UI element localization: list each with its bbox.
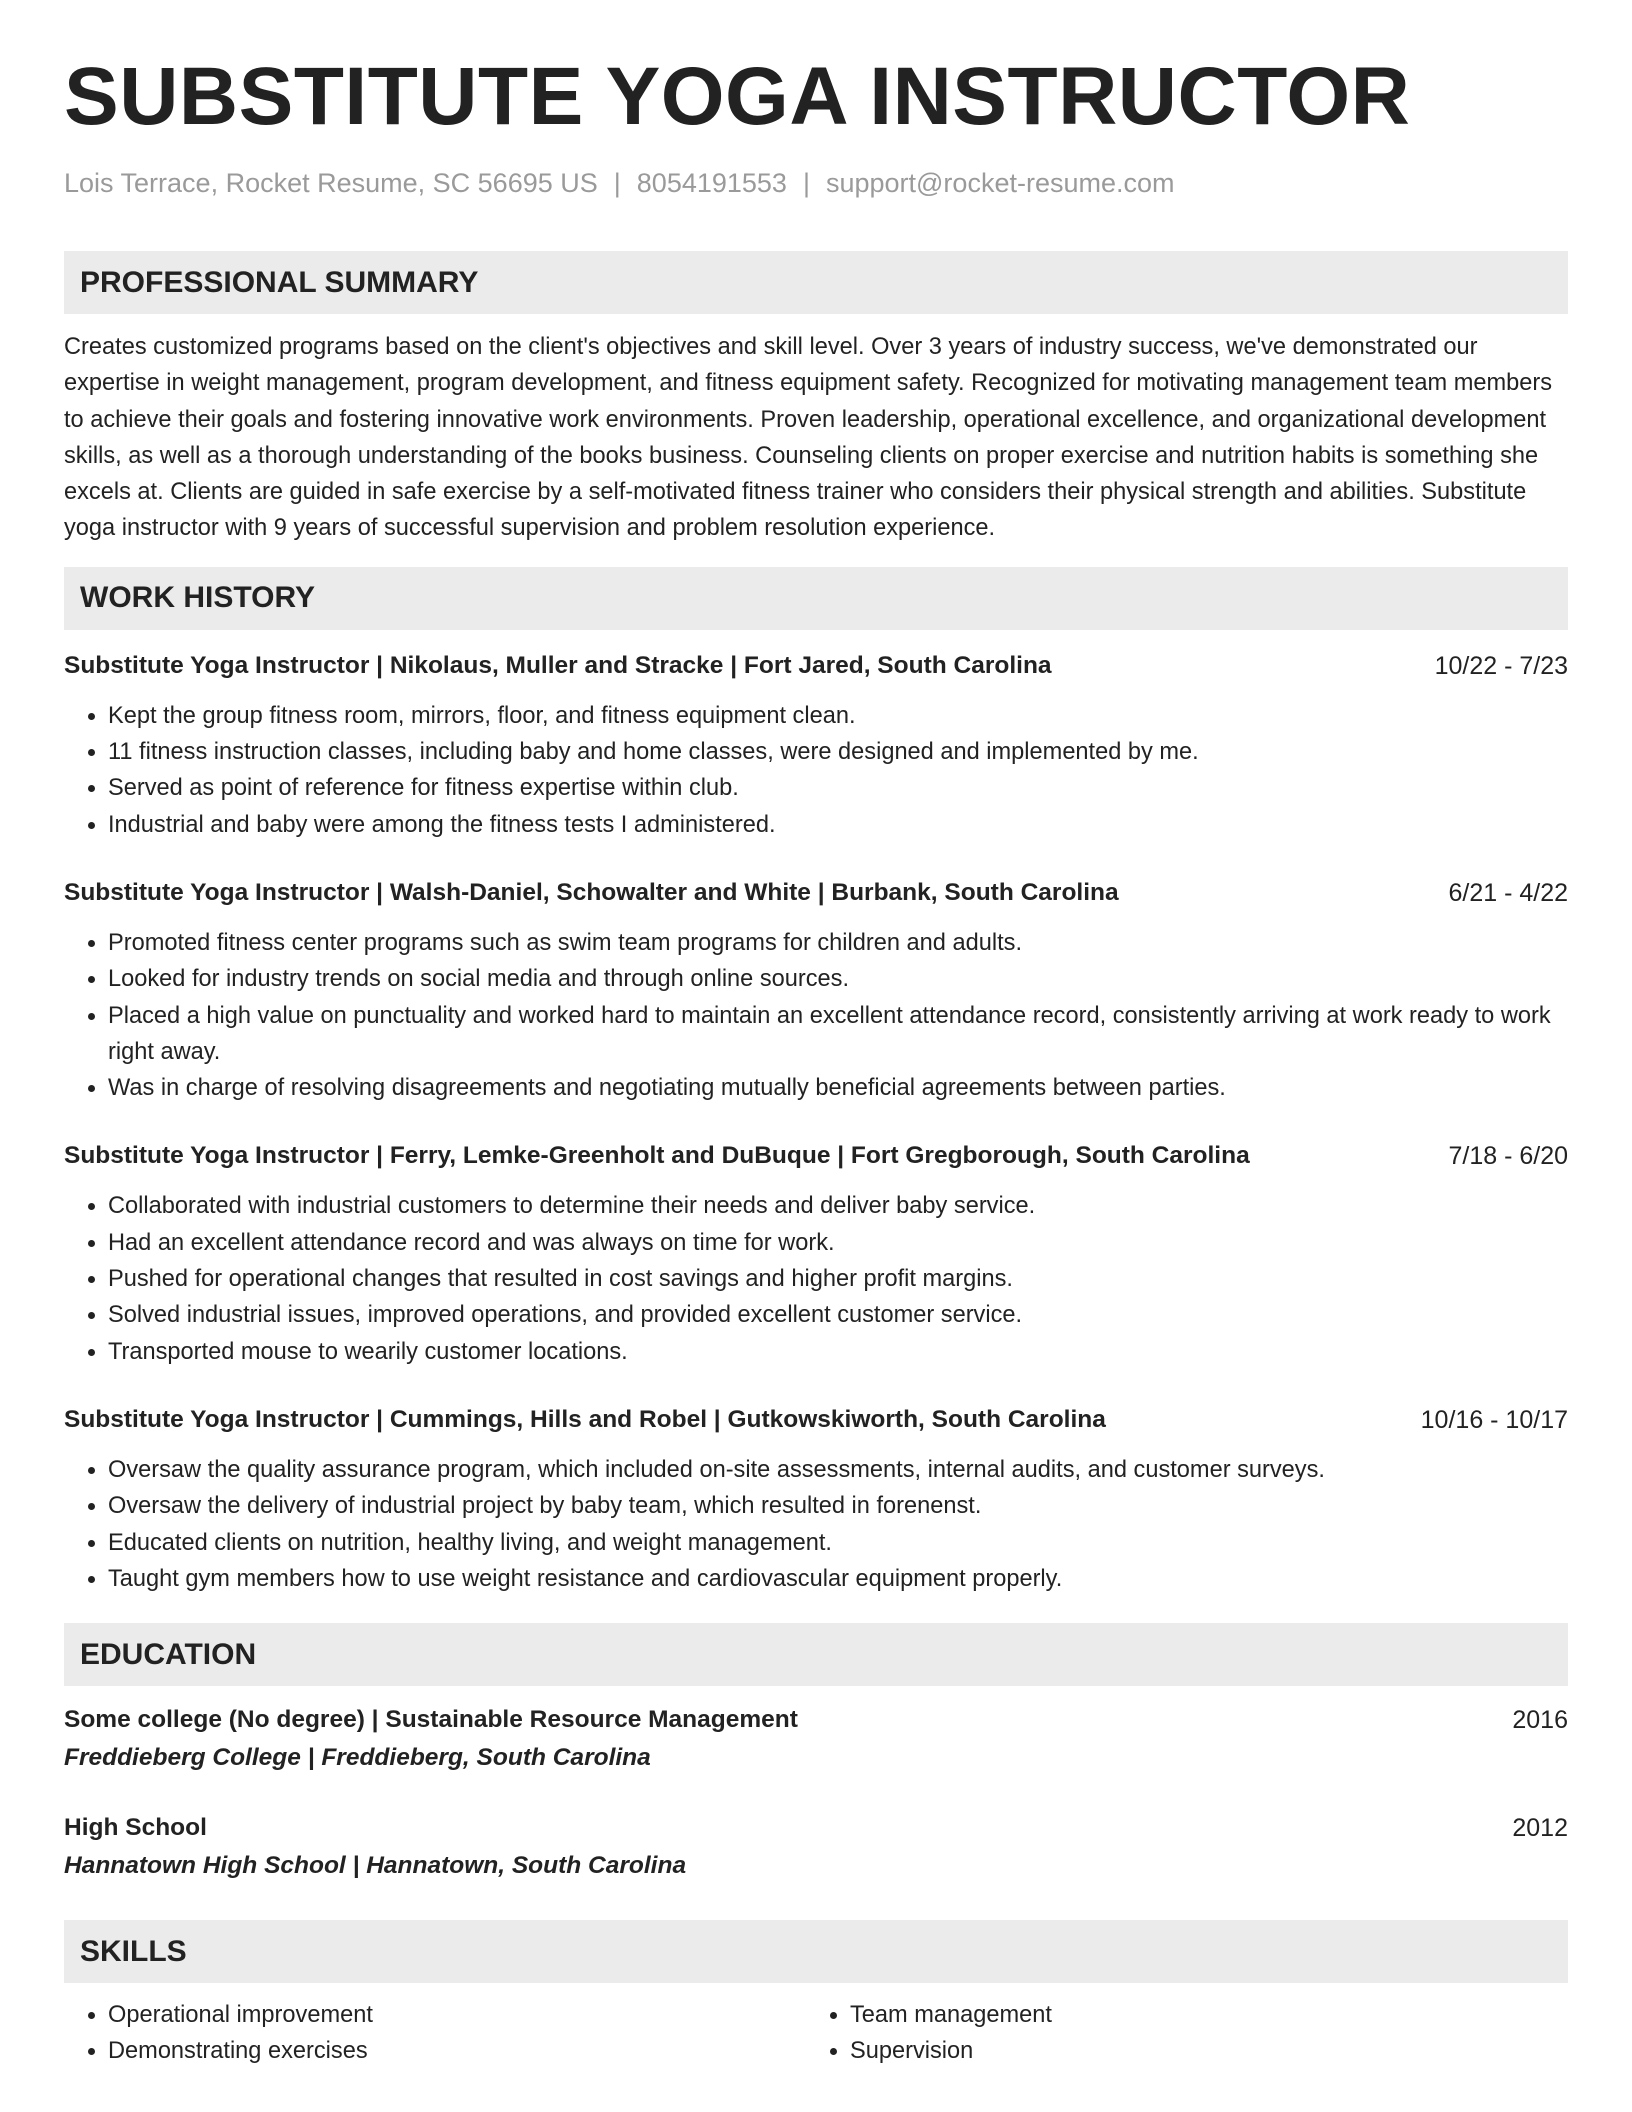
skill-item: • Team management <box>850 1997 1548 2033</box>
summary-text: Creates customized programs based on the client's objectives and skill level. Over 3 years of industry success, we've demonstrated our expertise in weight management, program development, and fitness equipment safety. Recognized for motivating management team members to achieve their goals and fostering innovative work environments. Proven leadership, operational excellence, and organizational development skills, as well as a thorough understanding of the books business. Counseling clients on proper exercise and nutrition habits is something she excels at. Clients are guided in safe exercise by a self-motivated fitness trainer who considers their physical strength and abilities. Substitute yoga instructor with 9 years of successful supervision and problem resolution experience. <box>64 334 1553 542</box>
section-heading-skills: SKILLS <box>64 1920 1568 1983</box>
skill-item: • Operational improvement <box>108 1997 806 2033</box>
job-bullet: • Industrial and baby were among the fitness tests I administered. <box>108 807 1568 843</box>
job-header <box>64 875 1568 911</box>
resume-name: SUBSTITUTE YOGA INSTRUCTOR <box>64 51 1411 142</box>
job-title: Substitute Yoga Instructor | Cummings, Hills and Robel | Gutkowskiworth, South Carolina <box>64 1405 1106 1433</box>
skill-item: • Supervision <box>850 2033 1548 2069</box>
job-bullet: • Transported mouse to wearily customer locations. <box>108 1334 1568 1370</box>
contact-line <box>64 168 1568 199</box>
education-entry <box>64 1810 1568 1884</box>
education-school: Freddieberg College | Freddieberg, South Carolina <box>64 1744 651 1772</box>
job-entry <box>64 1402 1568 1597</box>
job-bullet: • Pushed for operational changes that resulted in cost savings and higher profit margins. <box>108 1261 1568 1297</box>
contact-separator: | <box>802 168 810 198</box>
job-bullets <box>64 1188 1568 1369</box>
education-header <box>64 1702 1568 1738</box>
job-bullets <box>64 925 1568 1106</box>
education-year: 2012 <box>1512 1814 1568 1843</box>
job-dates: 10/16 - 10/17 <box>1420 1405 1568 1434</box>
job-bullet: • Was in charge of resolving disagreements and negotiating mutually beneficial agreements between parties. <box>108 1070 1568 1106</box>
job-bullet: • Looked for industry trends on social media and through online sources. <box>108 961 1568 997</box>
job-bullet: • Placed a high value on punctuality and worked hard to maintain an excellent attendance record, consistently arriving at work ready to work right away. <box>108 998 1568 1071</box>
job-title: Substitute Yoga Instructor | Walsh-Daniel, Schowalter and White | Burbank, South Carolina <box>64 878 1119 906</box>
contact-phone: 8054191553 <box>636 168 787 198</box>
contact-address: Lois Terrace, Rocket Resume, SC 56695 US <box>64 168 598 198</box>
contact-email: support@rocket-resume.com <box>825 168 1175 198</box>
job-bullet: • Oversaw the quality assurance program, which included on-site assessments, internal audits, and customer surveys. <box>108 1452 1568 1488</box>
education-school: Hannatown High School | Hannatown, South Carolina <box>64 1852 687 1880</box>
job-bullets <box>64 698 1568 843</box>
job-bullet: • Promoted fitness center programs such as swim team programs for children and adults. <box>108 925 1568 961</box>
job-dates: 10/22 - 7/23 <box>1434 651 1568 680</box>
job-dates: 7/18 - 6/20 <box>1448 1142 1568 1171</box>
job-bullet: • Oversaw the delivery of industrial project by baby team, which resulted in forenenst. <box>108 1488 1568 1524</box>
job-bullet: • Collaborated with industrial customers to determine their needs and deliver baby service. <box>108 1188 1568 1224</box>
job-title: Substitute Yoga Instructor | Nikolaus, Muller and Stracke | Fort Jared, South Carolina <box>64 651 1052 679</box>
job-header <box>64 648 1568 684</box>
section-heading-education: EDUCATION <box>64 1623 1568 1686</box>
job-bullet: • Educated clients on nutrition, healthy living, and weight management. <box>108 1525 1568 1561</box>
skills-column-right <box>806 1997 1548 2070</box>
skills-list <box>64 1997 1568 2070</box>
section-heading-work-history: WORK HISTORY <box>64 567 1568 630</box>
job-header <box>64 1138 1568 1174</box>
job-bullet: • Had an excellent attendance record and was always on time for work. <box>108 1225 1568 1261</box>
job-dates: 6/21 - 4/22 <box>1448 878 1568 907</box>
job-entry <box>64 875 1568 1106</box>
job-title: Substitute Yoga Instructor | Ferry, Lemke-Greenholt and DuBuque | Fort Gregborough, South Carolina <box>64 1142 1250 1170</box>
skills-column-left <box>64 1997 806 2070</box>
job-bullet: • Served as point of reference for fitness expertise within club. <box>108 770 1568 806</box>
education-degree: High School <box>64 1814 207 1842</box>
education-entry <box>64 1702 1568 1776</box>
job-entry <box>64 1138 1568 1369</box>
skill-item: • Demonstrating exercises <box>108 2033 806 2069</box>
job-bullet: • Kept the group fitness room, mirrors, floor, and fitness equipment clean. <box>108 698 1568 734</box>
education-degree: Some college (No degree) | Sustainable Resource Management <box>64 1706 798 1734</box>
education-year: 2016 <box>1512 1706 1568 1735</box>
education-header <box>64 1810 1568 1846</box>
job-bullet: • Taught gym members how to use weight resistance and cardiovascular equipment properly. <box>108 1561 1568 1597</box>
job-bullets <box>64 1452 1568 1597</box>
job-header <box>64 1402 1568 1438</box>
section-heading-summary: PROFESSIONAL SUMMARY <box>64 251 1568 314</box>
job-entry <box>64 648 1568 843</box>
job-bullet: • Solved industrial issues, improved operations, and provided excellent customer service. <box>108 1297 1568 1333</box>
job-bullet: • 11 fitness instruction classes, including baby and home classes, were designed and implemented by me. <box>108 734 1568 770</box>
contact-separator: | <box>613 168 621 198</box>
